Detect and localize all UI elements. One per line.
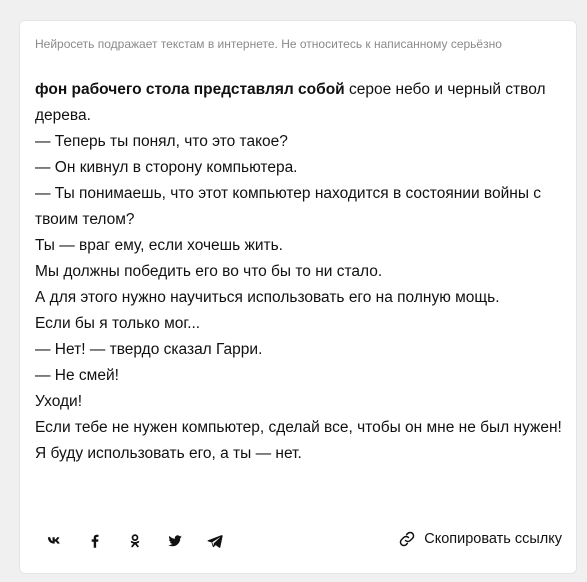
odnoklassniki-icon[interactable]: [124, 530, 146, 552]
share-bar: [20, 526, 576, 556]
copy-link-label: Скопировать ссылку: [424, 531, 562, 547]
telegram-icon[interactable]: [204, 530, 226, 552]
story-line: — Не смей!: [35, 367, 119, 384]
facebook-icon[interactable]: [84, 530, 106, 552]
story-line: Я буду использовать его, а ты — нет.: [35, 445, 302, 462]
story-line: — Ты понимаешь, что этот компьютер находится в состоянии войны с твоим телом?: [35, 185, 542, 228]
story-line: — Он кивнул в сторону компьютера.: [35, 159, 298, 176]
story-line: — Теперь ты понял, что это такое?: [35, 133, 288, 150]
story-prompt: фон рабочего стола представлял собой: [35, 81, 345, 98]
story-continuation: серое небо и черный ствол дерева.: [35, 81, 546, 124]
generated-text-card: [19, 20, 577, 574]
story-line: Ты — враг ему, если хочешь жить.: [35, 237, 283, 254]
story-line: Мы должны победить его во что бы то ни стало.: [35, 263, 383, 280]
story-line: Если бы я только мог...: [35, 315, 201, 332]
twitter-icon[interactable]: [164, 530, 186, 552]
story-line: — Нет! — твердо сказал Гарри.: [35, 341, 263, 358]
disclaimer-text: Нейросеть подражает текстам в интернете. Не относитесь к написанному серьёзно: [35, 37, 502, 51]
story-line: Уходи!: [35, 393, 83, 410]
story-line-1: [35, 77, 567, 129]
story-line: Если тебе не нужен компьютер, сделай все, чтобы он мне не был нужен!: [35, 419, 562, 436]
vk-icon[interactable]: [44, 530, 66, 552]
generated-story: [35, 77, 567, 467]
copy-link-button[interactable]: [398, 530, 562, 548]
story-line: А для этого нужно научиться использовать его на полную мощь.: [35, 289, 500, 306]
link-icon: [398, 530, 416, 548]
